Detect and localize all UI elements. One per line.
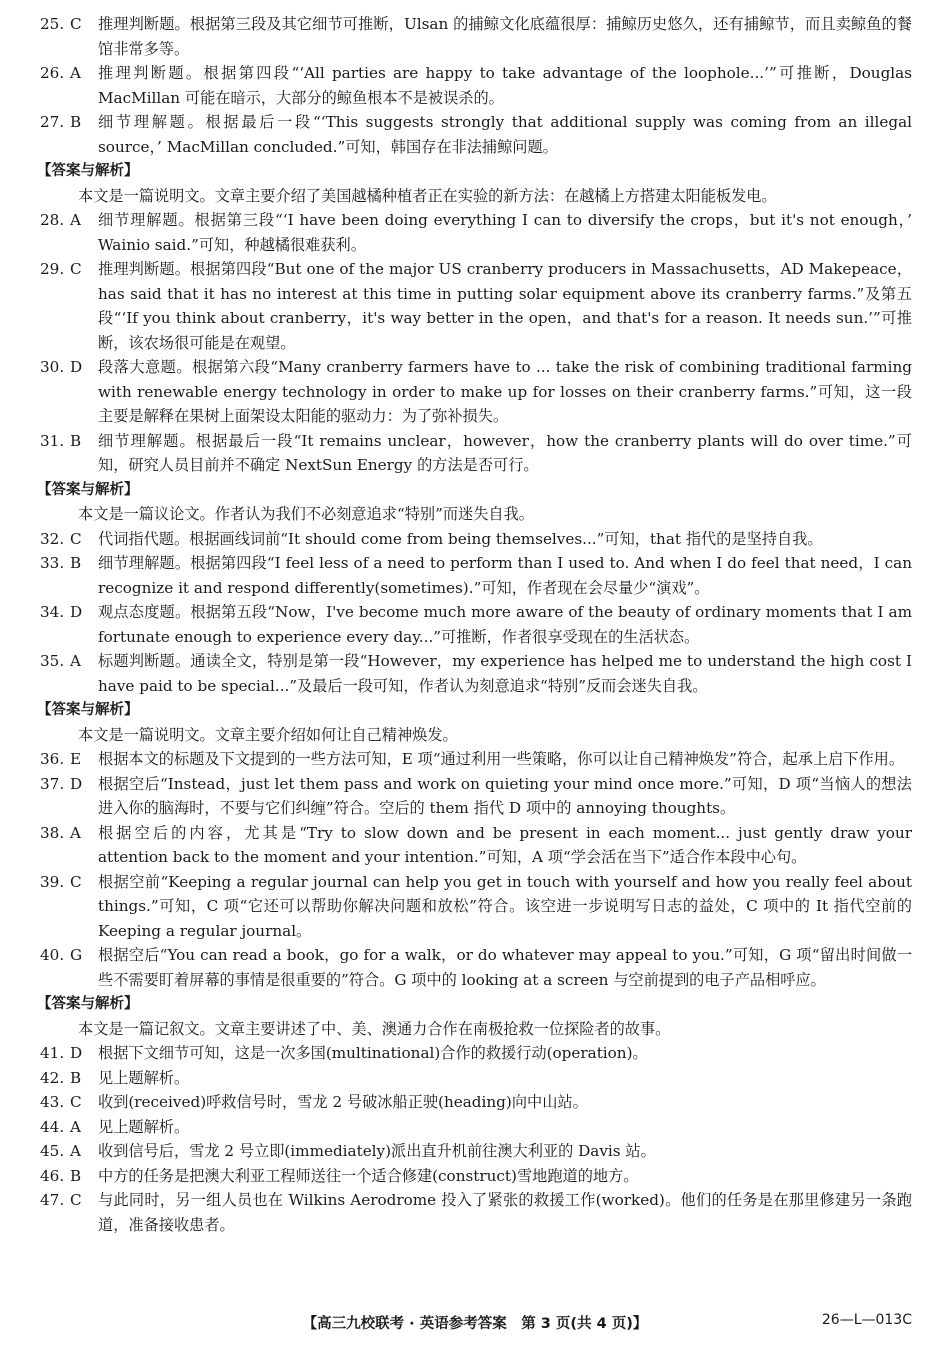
item-number: 29. <box>40 260 65 278</box>
item-explanation: 见上题解析。 <box>98 1117 190 1136</box>
item-explanation: 根据空后的内容，尤其是“Try to slow down and be present in each moment... just gently draw your attention back to the moment and your intention.”可知，A 项“学会活在当下”适合作本段中心句。 <box>98 823 912 866</box>
item-explanation: 中方的任务是把澳大利亚工程师送往一个适合修建(construct)雪地跑道的地方。 <box>98 1166 639 1185</box>
answer-item-29 <box>40 257 912 355</box>
item-answer: C <box>70 872 82 891</box>
item-answer: A <box>70 652 81 670</box>
item-number: 38. <box>40 823 65 842</box>
answer-item-32 <box>40 527 912 552</box>
answer-item-45 <box>40 1139 912 1164</box>
answer-item-43 <box>40 1090 912 1115</box>
item-number: 27. <box>40 113 65 131</box>
answer-item-40 <box>40 943 912 992</box>
item-explanation: 收到信号后，雪龙 2 号立即(immediately)派出直升机前往澳大利亚的 Davis 站。 <box>98 1142 656 1160</box>
item-answer: A <box>70 64 81 82</box>
answer-item-41 <box>40 1041 912 1066</box>
item-answer: A <box>70 211 81 229</box>
item-explanation: 根据空后“You can read a book，go for a walk，or do whatever may appeal to you.”可知，G 项“留出时间做一些不需要盯着屏幕的事情是很重要的”符合。G 项中的 looking at a screen 与空前提到的电子产品相呼应。 <box>98 946 913 989</box>
section-summary: 本文是一篇说明文。文章主要介绍了美国越橘种植者正在实验的新方法：在越橘上方搭建太阳能板发电。 <box>78 186 777 205</box>
item-answer: D <box>70 1044 83 1062</box>
item-explanation: 标题判断题。通读全文，特别是第一段“However，my experience has helped me to understand the high cost I have paid to be special...”及最后一段可知，作者认为刻意追求“特别”反而会迷失自我。 <box>98 652 912 695</box>
item-explanation: 根据空后“Instead，just let them pass and work on quieting your mind once more.”可知，D 项“当恼人的想法进入你的脑海时，不要与它们纠缠”符合。空后的 them 指代 D 项中的 annoying thoughts。 <box>98 774 912 817</box>
item-explanation: 推理判断题。根据第四段“But one of the major US cranberry producers in Massachusetts，AD Makepeace，has said that it has no interest at this time in putting solar equipment above its cranberry farms.”及第五段“‘If you think about cranberry，it's way better in the open，and that's for a reason. It needs sun.’”可推断，该农场很可能是在观望。 <box>98 260 912 352</box>
item-answer: B <box>70 554 82 572</box>
item-explanation: 与此同时，另一组人员也在 Wilkins Aerodrome 投入了紧张的救援工作(worked)。他们的任务是在那里修建另一条跑道，准备接收患者。 <box>98 1191 912 1234</box>
item-answer: C <box>70 260 82 278</box>
item-answer: B <box>70 431 82 450</box>
section-summary: 本文是一篇说明文。文章主要介绍如何让自己精神焕发。 <box>78 725 458 744</box>
item-number: 28. <box>40 211 65 229</box>
section-summary: 本文是一篇记叙文。文章主要讲述了中、美、澳通力合作在南极抢救一位探险者的故事。 <box>78 1019 671 1038</box>
section-heading: 【答案与解析】 <box>37 481 139 498</box>
item-number: 45. <box>40 1142 65 1160</box>
answer-item-28 <box>40 208 912 257</box>
item-number: 26. <box>40 64 65 82</box>
answer-item-38 <box>40 821 912 870</box>
item-answer: G <box>70 946 83 964</box>
item-number: 47. <box>40 1191 65 1209</box>
section-heading: 【答案与解析】 <box>37 702 139 718</box>
item-number: 33. <box>40 554 65 572</box>
item-number: 31. <box>40 431 65 450</box>
item-explanation: 细节理解题。根据第三段“‘I have been doing everything I can to diversify the crops，but it's not enough，’ Wainio said.”可知，种越橘很难获利。 <box>98 211 912 254</box>
item-explanation: 细节理解题。根据最后一段“‘This suggests strongly that additional supply was coming from an illegal source，’ MacMillan concluded.”可知，韩国存在非法捕鲸问题。 <box>98 113 912 156</box>
item-explanation: 推理判断题。根据第四段“‘All parties are happy to take advantage of the loophole...’”可推断，Douglas MacMillan 可能在暗示，大部分的鲸鱼根本不是被误杀的。 <box>98 64 912 107</box>
answer-item-42 <box>40 1066 912 1091</box>
item-explanation: 见上题解析。 <box>98 1068 190 1087</box>
answer-item-37 <box>40 772 912 821</box>
answer-item-30 <box>40 355 912 429</box>
footer-code: 26—L—013C <box>821 1312 912 1328</box>
item-answer: B <box>70 1166 82 1185</box>
answer-item-31 <box>40 429 912 478</box>
answer-item-33 <box>40 551 912 600</box>
section-summary: 本文是一篇议论文。作者认为我们不必刻意追求“特别”而迷失自我。 <box>78 505 534 523</box>
section-heading: 【答案与解析】 <box>37 163 139 179</box>
item-number: 41. <box>40 1044 65 1062</box>
item-answer: C <box>70 529 82 548</box>
item-explanation: 观点态度题。根据第五段“Now，I've become much more aware of the beauty of ordinary moments that I am fortunate enough to experience every day...”可推断，作者很享受现在的生活状态。 <box>98 603 912 646</box>
item-explanation: 根据下文细节可知，这是一次多国(multinational)合作的救援行动(operation)。 <box>98 1044 648 1062</box>
answer-item-36 <box>40 747 912 772</box>
item-number: 42. <box>40 1068 65 1087</box>
item-number: 32. <box>40 529 65 548</box>
item-explanation: 收到(received)呼救信号时，雪龙 2 号破冰船正驶(heading)向中山站。 <box>98 1093 588 1111</box>
item-number: 35. <box>40 652 65 670</box>
answer-item-25 <box>40 12 912 61</box>
item-answer: C <box>70 1191 82 1209</box>
item-explanation: 代词指代题。根据画线词前“It should come from being themselves...”可知，that 指代的是坚持自我。 <box>98 529 823 548</box>
answer-item-34 <box>40 600 912 649</box>
item-number: 34. <box>40 603 65 621</box>
item-answer: D <box>70 603 83 621</box>
page-footer <box>0 1312 950 1338</box>
item-answer: C <box>70 1093 82 1111</box>
item-explanation: 细节理解题。根据最后一段“It remains unclear，however，how the cranberry plants will do over time.”可知，研究人员目前并不确定 NextSun Energy 的方法是否可行。 <box>98 431 912 474</box>
footer-title: 【高三九校联考 · 英语参考答案 第 3 页(共 4 页)】 <box>302 1316 648 1332</box>
item-number: 40. <box>40 946 65 964</box>
item-answer: A <box>70 1142 81 1160</box>
item-answer: B <box>70 113 82 131</box>
item-answer: A <box>70 1117 81 1136</box>
item-explanation: 段落大意题。根据第六段“Many cranberry farmers have to ... take the risk of combining traditional farming with renewable energy technology in order to make up for losses on their cranberry farms.”可知，这一段主要是解释在果树上面架设太阳能的驱动力：为了弥补损失。 <box>98 358 912 425</box>
item-number: 30. <box>40 358 65 376</box>
section-heading: 【答案与解析】 <box>37 996 139 1012</box>
item-answer: B <box>70 1068 82 1087</box>
answer-item-46 <box>40 1164 912 1189</box>
answer-item-35 <box>40 649 912 698</box>
item-number: 46. <box>40 1166 65 1185</box>
item-answer: D <box>70 358 83 376</box>
item-explanation: 推理判断题。根据第三段及其它细节可推断，Ulsan 的捕鲸文化底蕴很厚：捕鲸历史悠久，还有捕鲸节，而且卖鲸鱼的餐馆非常多等。 <box>98 15 912 58</box>
answer-item-26 <box>40 61 912 110</box>
item-explanation: 根据空前“Keeping a regular journal can help you get in touch with yourself and how you really feel about things.”可知，C 项“它还可以帮助你解决问题和放松”符合。该空进一步说明写日志的益处，C 项中的 It 指代空前的 Keeping a regular journal。 <box>98 872 912 940</box>
item-number: 25. <box>40 15 65 33</box>
item-explanation: 根据本文的标题及下文提到的一些方法可知，E 项“通过利用一些策略，你可以让自己精神焕发”符合，起承上启下作用。 <box>98 750 905 768</box>
answer-content <box>37 12 913 1237</box>
answer-item-27 <box>40 110 912 159</box>
answer-item-39 <box>40 870 912 944</box>
answer-item-47 <box>40 1188 912 1237</box>
answer-item-44 <box>40 1115 912 1140</box>
item-number: 39. <box>40 872 65 891</box>
item-explanation: 细节理解题。根据第四段“I feel less of a need to perform than I used to. And when I do feel that need，I can recognize it and respond differently(sometimes).”可知，作者现在会尽量少“演戏”。 <box>98 554 912 597</box>
item-answer: A <box>70 823 81 842</box>
item-answer: E <box>70 750 82 768</box>
item-number: 43. <box>40 1093 65 1111</box>
item-number: 44. <box>40 1117 65 1136</box>
item-answer: D <box>70 774 83 793</box>
item-number: 37. <box>40 774 65 793</box>
item-number: 36. <box>40 750 65 768</box>
item-answer: C <box>70 15 82 33</box>
